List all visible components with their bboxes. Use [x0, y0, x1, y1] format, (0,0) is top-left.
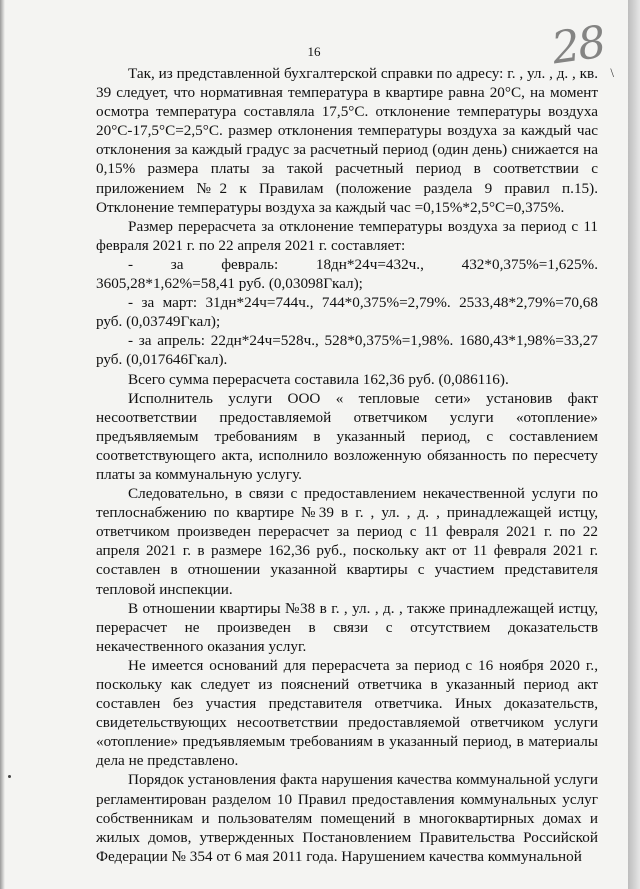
margin-dot [8, 775, 11, 778]
scan-right-strip [628, 0, 640, 889]
paragraph-executor: Исполнитель услуги ООО « тепловые сети» установив факт несоответствии предоставляемой ответчиком услуги «отопление» предъявляемым требованиям в указанный период, с составлением соответствующего акта, исполнило возложенную обязанность по пересчету платы за коммунальную услугу. [96, 389, 598, 483]
page-number: 16 [307, 44, 321, 59]
document-body [96, 64, 598, 866]
paragraph-apartment-38: В отношении квартиры №38 в г. , ул. , д. , также принадлежащей истцу, перерасчет не произведен в связи с отсутствием доказательств некачественного оказания услуг. [96, 599, 598, 655]
paragraph-procedure: Порядок установления факта нарушения качества коммунальной услуги регламентирован разделом 10 Правил предоставления коммунальных услуг собственникам и пользователям помещений в многоквартирных домах и жилых домов, утвержденных Постановлением Правительства Российской Федерации № 354 от 6 мая 2011 года. Нарушением качества коммунальной [96, 771, 598, 865]
paragraph-recalculation-intro: Размер перерасчета за отклонение температуры воздуха за период с 11 февраля 2021 г. по 22 апреля 2021 г. составляет: [96, 217, 598, 254]
paragraph-april: - за апрель: 22дн*24ч=528ч., 528*0,375%=1,98%. 1680,43*1,98%=33,27 руб. (0,017646Гкал). [96, 332, 598, 369]
handwritten-sheet-number: 28 [548, 16, 608, 75]
paragraph-temperature-calculation: Так, из представленной бухгалтерской справки по адресу: г. , ул. , д. , кв. 39 следует, что нормативная температура в квартире равна 20°С, на момент осмотра температура составляла 17,5°С. отклонение температуры воздуха 20°С-17,5°С=2,5°С. размер отклонения температуры воздуха за каждый час отклонения за каждый градус за расчетный период (один день) снижается на 0,15% размера платы за такой расчетный период в соответствии с приложением №2 к Правилам (положение раздела 9 правил п.15). Отклонение температуры воздуха за каждый час =0,15%*2,5°С=0,375%. [96, 65, 598, 216]
paragraph-apartment-39: Следовательно, в связи с предоставлением некачественной услуги по теплоснабжению по квартире №39 в г. , ул. , д. , принадлежащей истцу, ответчиком произведен перерасчет за период с 11 февраля 2021 г. по 22 апреля 2021 г. в размере 162,36 руб., поскольку акт от 11 февраля 2021 г. составлен в отношении указанной квартиры с участием представителя тепловой инспекции. [96, 485, 598, 598]
paragraph-total: Всего сумма перерасчета составила 162,36 руб. (0,086116). [128, 370, 509, 388]
paragraph-march: - за март: 31дн*24ч=744ч., 744*0,375%=2,79%. 2533,48*2,79%=70,68 руб. (0,03749Гкал); [96, 294, 598, 331]
right-margin-fragment: \ [610, 65, 614, 80]
paragraph-february: - за февраль: 18дн*24ч=432ч., 432*0,375%=1,625%. 3605,28*1,62%=58,41 руб. (0,03098Гкал); [96, 255, 598, 293]
scan-edge-shadow [0, 0, 5, 889]
paragraph-no-grounds: Не имеется оснований для перерасчета за период с 16 ноября 2020 г., поскольку как следует из пояснений ответчика в указанный период акт составлен без участия представителя ответчика. Иных доказательств, свидетельствующих несоответствии предоставляемой ответчиком услуги «отопление» предъявляемым требованиям в указанный период, в материалы дела не представлено. [96, 656, 598, 770]
